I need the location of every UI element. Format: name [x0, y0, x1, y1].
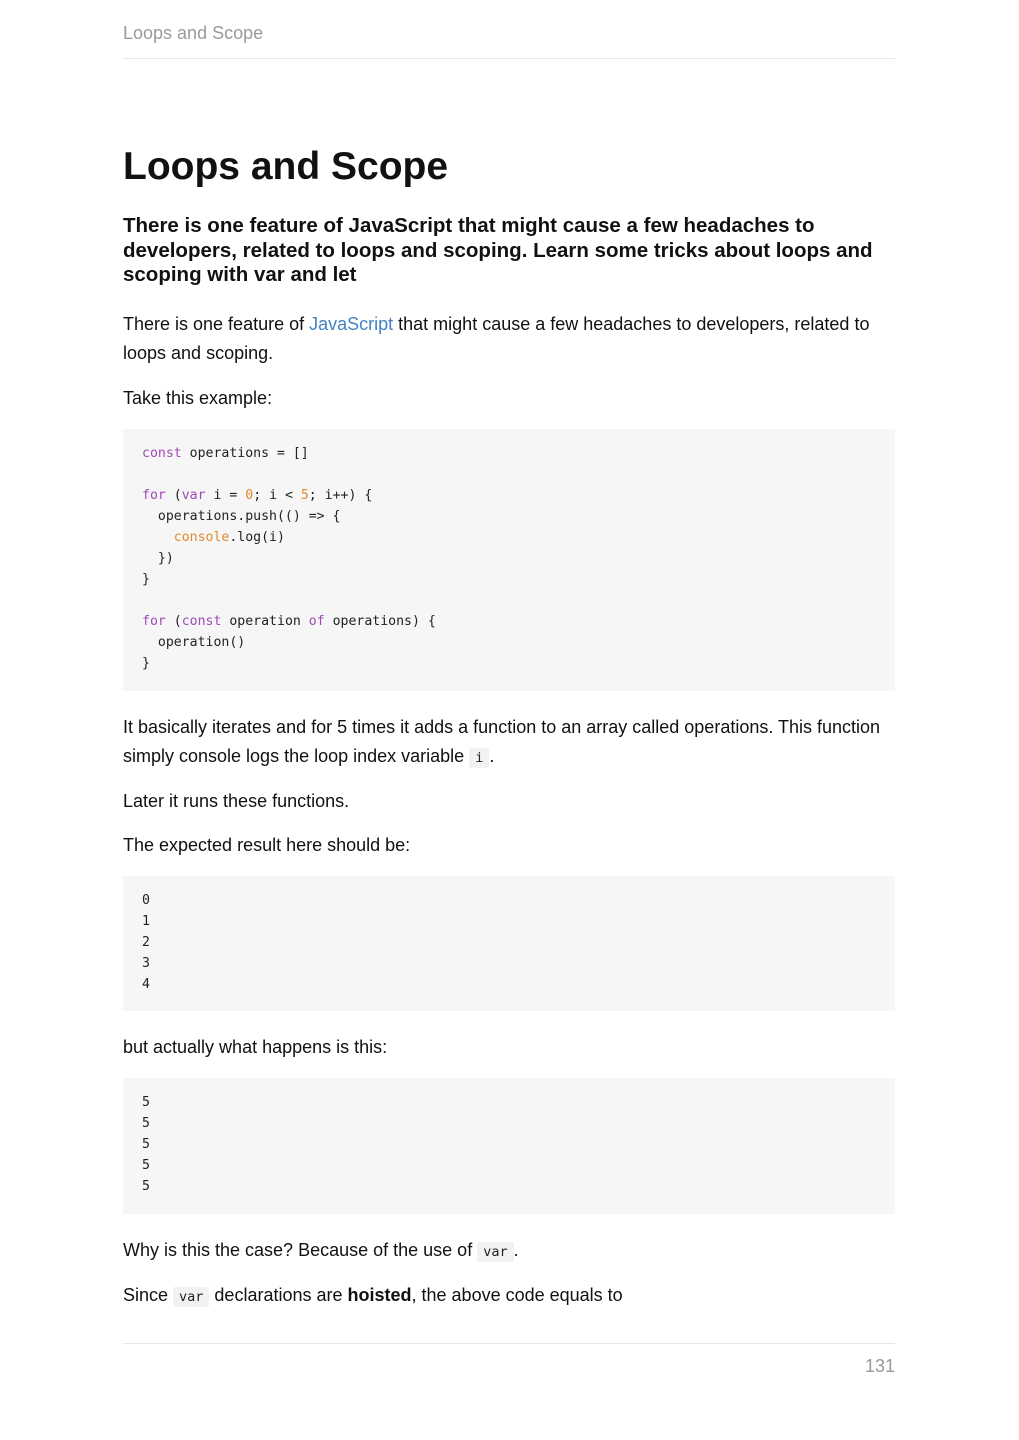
intro-text-start: There is one feature of	[123, 314, 310, 334]
actual-output-line: 5	[142, 1095, 150, 1110]
why-end: .	[513, 1240, 519, 1260]
since-paragraph	[123, 1281, 895, 1312]
code-token	[142, 530, 174, 545]
footer-divider	[123, 1343, 895, 1344]
actual-output-line: 5	[142, 1116, 150, 1131]
code-token: for	[142, 488, 166, 503]
code-line	[142, 464, 876, 485]
expected-output-line: 1	[142, 914, 150, 929]
code-line	[142, 653, 876, 674]
code-line	[142, 506, 876, 527]
since-text-start: Since	[123, 1285, 174, 1305]
actual-output-line: 5	[142, 1179, 150, 1194]
code-token: })	[142, 551, 174, 566]
code-line	[142, 632, 876, 653]
expected-output-line: 2	[142, 935, 150, 950]
code-line	[142, 548, 876, 569]
actual-output-lines	[142, 1092, 876, 1197]
code-token: operation()	[142, 635, 246, 650]
take-example-paragraph: Take this example:	[123, 388, 273, 408]
code-token: 5	[300, 488, 309, 503]
code-token: operation	[221, 614, 309, 629]
code-token: of	[308, 614, 325, 629]
explain-text: It basically iterates and for 5 times it adds a function to an array called operations. This function simply console logs the loop index variable	[123, 717, 881, 766]
code-token: (	[165, 488, 182, 503]
code-token: }	[142, 656, 150, 671]
code-line	[142, 443, 876, 464]
code-token: var	[181, 488, 206, 503]
expected-intro-paragraph: The expected result here should be:	[123, 835, 411, 855]
inline-code-var: var	[477, 1242, 513, 1262]
article-subtitle: There is one feature of JavaScript that might cause a few headaches to developers, related to loops and scoping. Learn some tricks about loops and scoping with var and let	[123, 214, 873, 286]
javascript-link[interactable]: JavaScript	[309, 314, 394, 334]
intro-text-end: that might cause a few headaches to developers, related to loops and scoping.	[123, 314, 870, 363]
page-number: 131	[864, 1356, 895, 1376]
actual-intro-paragraph: but actually what happens is this:	[123, 1037, 388, 1057]
expected-output-lines	[142, 890, 876, 995]
intro-paragraph	[123, 310, 895, 368]
code-token: console	[173, 530, 230, 545]
code-line	[142, 527, 876, 548]
code-example-block	[123, 429, 895, 691]
explain-paragraph	[123, 713, 895, 773]
code-token: 0	[245, 488, 254, 503]
code-line	[142, 569, 876, 590]
code-token: }	[142, 572, 150, 587]
code-token: ; i <	[253, 488, 301, 503]
code-line	[142, 611, 876, 632]
inline-code-i: i	[469, 748, 489, 768]
running-header: Loops and Scope	[123, 23, 264, 43]
code-token: for	[142, 614, 166, 629]
code-token: operations) {	[324, 614, 436, 629]
header-divider	[123, 58, 895, 59]
expected-output-line: 3	[142, 956, 150, 971]
code-token: const	[142, 446, 182, 461]
actual-output-line: 5	[142, 1137, 150, 1152]
actual-output-line: 5	[142, 1158, 150, 1173]
later-paragraph: Later it runs these functions.	[123, 791, 350, 811]
hoisted-emphasis: hoisted	[347, 1285, 412, 1305]
expected-output-block	[123, 876, 895, 1011]
code-line	[142, 590, 876, 611]
since-text-end: , the above code equals to	[411, 1285, 623, 1305]
why-text: Why is this the case? Because of the use of	[123, 1240, 478, 1260]
inline-code-var-2: var	[173, 1287, 209, 1307]
code-token: (	[165, 614, 182, 629]
code-token: const	[181, 614, 222, 629]
code-line	[142, 485, 876, 506]
since-text-middle: declarations are	[209, 1285, 348, 1305]
code-token: operations.push(() => {	[142, 509, 341, 524]
code-token: .log(i)	[229, 530, 285, 545]
explain-end: .	[489, 746, 495, 766]
code-token: operations = []	[181, 446, 309, 461]
code-token: ; i++) {	[308, 488, 373, 503]
code-token: i =	[205, 488, 246, 503]
expected-output-line: 4	[142, 977, 150, 992]
book-page	[123, 0, 895, 1440]
expected-output-line: 0	[142, 893, 150, 908]
actual-output-block	[123, 1078, 895, 1214]
page-title: Loops and Scope	[123, 145, 449, 188]
why-paragraph	[123, 1236, 895, 1267]
code-example-lines	[142, 443, 876, 674]
